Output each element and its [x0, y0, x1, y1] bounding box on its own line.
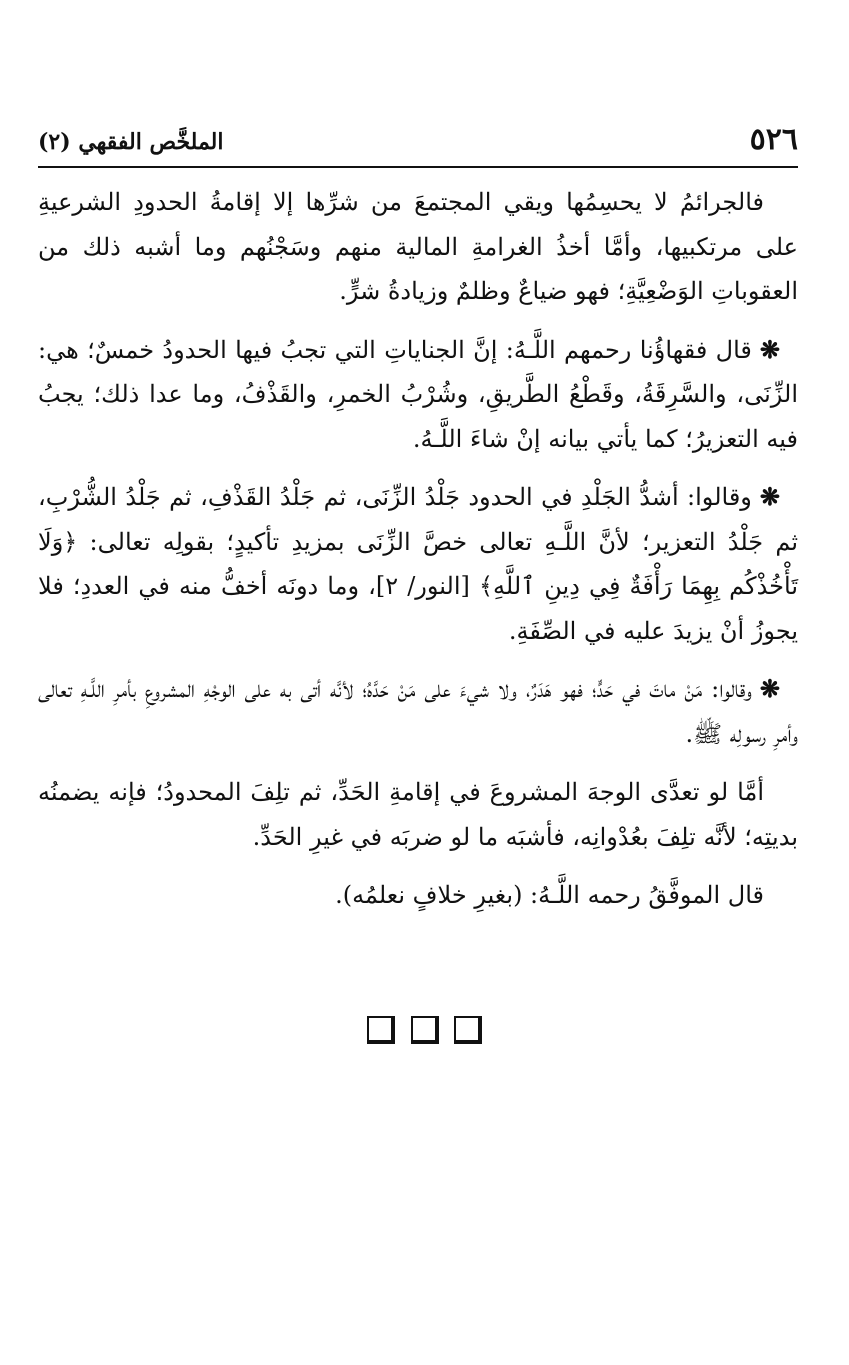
- paragraph-text: وقالوا: مَنْ ماتَ في حَدٍّ؛ فهو هَدَرٌ، ولا شيءَ على مَنْ حَدَّهُ؛ لأنَّه أتى به على الوجْهِ المشروعِ بأمرِ اللَّـهِ تعالى وأمرِ رسولِه ﷺ.: [38, 675, 798, 748]
- paragraph: [38, 770, 798, 859]
- running-title: الملخَّص الفقهي (٢): [38, 129, 224, 155]
- paragraph: [38, 475, 798, 653]
- star-bullet-icon: ❋: [759, 482, 780, 511]
- paragraph: [38, 180, 798, 314]
- paragraph: [38, 328, 798, 462]
- section-end-marks: [0, 1016, 849, 1044]
- page-number: ٥٢٦: [749, 122, 798, 157]
- star-bullet-icon: ❋: [759, 674, 780, 703]
- paragraph-text: قال فقهاؤُنا رحمهم اللَّـهُ: إنَّ الجناياتِ التي تجبُ فيها الحدودُ خمسٌ؛ هي: الزِّنَى، والسَّرِقَةُ، وقَطْعُ الطَّريقِ، وشُرْبُ الخمرِ، والقَذْفُ، وما عدا ذلك؛ يجبُ فيه التعزيرُ؛ كما يأتي بيانه إنْ شاءَ اللَّـهُ.: [38, 335, 798, 453]
- square-ornament-icon: [367, 1016, 395, 1044]
- square-ornament-icon: [454, 1016, 482, 1044]
- header-rule: [38, 166, 798, 168]
- square-ornament-icon: [411, 1016, 439, 1044]
- paragraph: [38, 873, 798, 918]
- paragraph: [38, 667, 798, 756]
- paragraph-text: فالجرائمُ لا يحسِمُها ويقي المجتمعَ من شرِّها إلا إقامةُ الحدودِ الشرعيةِ على مرتكبيها، وأمَّا أخذُ الغرامةِ المالية منهم وسَجْنُهم وما أشبه ذلك من العقوباتِ الوَضْعِيَّةِ؛ فهو ضياعٌ وظلمٌ وزيادةُ شرٍّ.: [38, 188, 798, 305]
- star-bullet-icon: ❋: [759, 334, 780, 364]
- paragraph-text: قال الموفَّقُ رحمه اللَّـهُ: (بغيرِ خلافٍ نعلمُه).: [335, 881, 764, 909]
- paragraph-text: أمَّا لو تعدَّى الوجهَ المشروعَ في إقامةِ الحَدِّ، ثم تلِفَ المحدودُ؛ فإنه يضمنُه بديتِه؛ لأنَّه تلِفَ بعُدْوانِه، فأشبَه ما لو ضربَه في غيرِ الحَدِّ.: [38, 778, 798, 851]
- body-text: [38, 180, 798, 932]
- page-header: [38, 120, 798, 168]
- paragraph-text: وقالوا: أشدُّ الجَلْدِ في الحدود جَلْدُ الزِّنَى، ثم جَلْدُ القَذْفِ، ثم جَلْدُ الشُّرْبِ، ثم جَلْدُ التعزير؛ لأنَّ اللَّـهِ تعالى خصَّ الزِّنَى بمزيدِ تأكيدٍ؛ بقولِه تعالى: ﴿وَلَا تَأْخُذْكُم بِهِمَا رَأْفَةٌ فِي دِينِ ٱللَّهِ﴾ [النور/ ٢]، وما دونَه أخفُّ منه في العددِ؛ فلا يجوزُ أنْ يزيدَ عليه في الصِّفَةِ.: [38, 483, 799, 645]
